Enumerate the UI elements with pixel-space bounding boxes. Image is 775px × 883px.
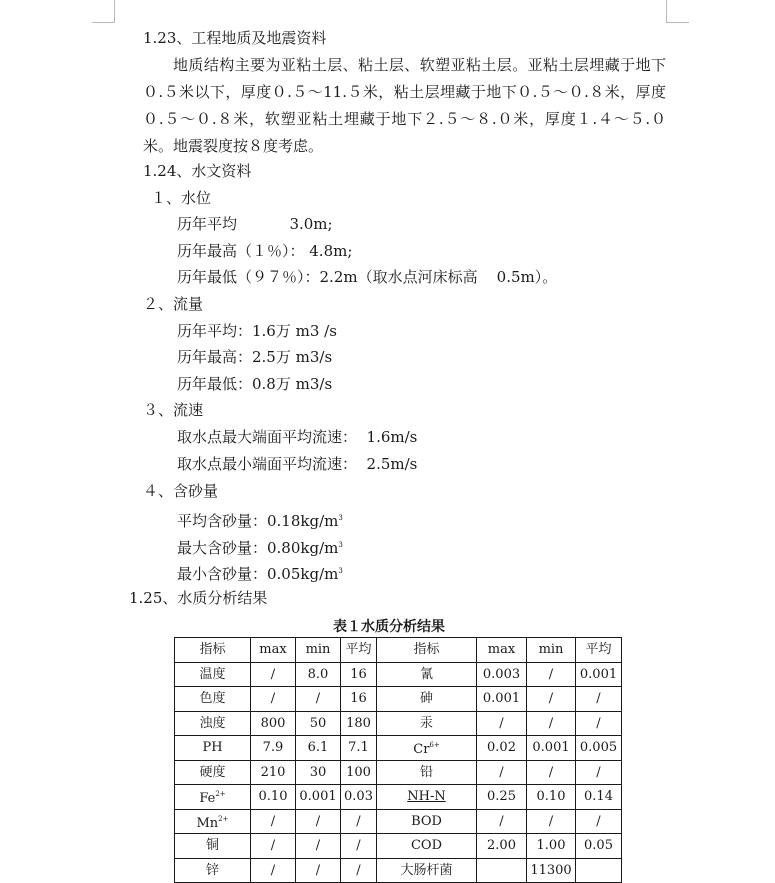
table-cell: 0.05 xyxy=(576,834,622,859)
table-cell: 0.14 xyxy=(576,785,622,810)
table-cell: 0.03 xyxy=(341,785,377,810)
water-level-avg: 历年平均 3.0m; xyxy=(177,215,333,233)
header-cell: 平均 xyxy=(576,638,622,663)
table-cell: 0.10 xyxy=(527,785,576,810)
table-cell: 0.001 xyxy=(477,687,527,712)
table-cell: / xyxy=(251,662,296,687)
table-cell: 0.003 xyxy=(477,662,527,687)
table-cell: 30 xyxy=(296,760,341,785)
table-cell: 0.001 xyxy=(296,785,341,810)
table-cell: 2.00 xyxy=(477,834,527,859)
table-cell: 0.001 xyxy=(527,736,576,761)
table-cell xyxy=(477,858,527,883)
table-cell: / xyxy=(527,687,576,712)
geology-paragraph: 地质结构主要为亚粘土层、粘土层、软塑亚粘土层。亚粘土层埋藏于地下０.５米以下，厚度０.５～11.５米，粘土层埋藏于地下０.５～０.８米，厚度０.５～０.８米，软塑亚粘土埋藏于地下２.５～８.０米，厚度１.４～５.０米。地震裂度按８度考虑。 xyxy=(143,56,666,155)
table-cell: / xyxy=(341,858,377,883)
table-cell: 色度 xyxy=(175,687,251,712)
table-row xyxy=(175,809,622,834)
table-cell: 0.005 xyxy=(576,736,622,761)
table-row xyxy=(175,834,622,859)
table-row xyxy=(175,711,622,736)
table-cell: $Cr^{6+}$ xyxy=(377,736,477,761)
table-cell xyxy=(576,858,622,883)
velocity-min-section: 取水点最小端面平均流速： 2.5m/s xyxy=(177,455,418,473)
sediment-max: 最大含砂量：$0.80kg/m^3$ xyxy=(177,539,343,557)
velocity-max-section: 取水点最大端面平均流速： 1.6m/s xyxy=(177,428,418,446)
flow-title: ２、流量 xyxy=(143,295,204,313)
table-cell: $Mn^{2+}$ xyxy=(175,809,251,834)
table-cell: / xyxy=(477,760,527,785)
water-quality-table xyxy=(174,637,622,883)
table-cell: / xyxy=(477,711,527,736)
table-cell: 硬度 xyxy=(175,760,251,785)
table-cell: 0.02 xyxy=(477,736,527,761)
table-cell: PH xyxy=(175,736,251,761)
table-cell: 7.1 xyxy=(341,736,377,761)
section-1-25-heading: 1.25、水质分析结果 xyxy=(129,589,268,607)
table-cell: / xyxy=(251,834,296,859)
water-level-max: 历年最高（１％）： 4.8m; xyxy=(177,242,353,260)
table-cell: / xyxy=(296,858,341,883)
sediment-avg: 平均含砂量：$0.18kg/m^3$ xyxy=(177,512,343,530)
table-cell: 大肠杆菌 xyxy=(377,858,477,883)
table-cell: 砷 xyxy=(377,687,477,712)
table-caption: 表１水质分析结果 xyxy=(333,619,445,635)
table-cell: 6.1 xyxy=(296,736,341,761)
table-cell: / xyxy=(477,809,527,834)
table-cell: 8.0 xyxy=(296,662,341,687)
table-cell: 浊度 xyxy=(175,711,251,736)
table-cell: 16 xyxy=(341,687,377,712)
table-cell: / xyxy=(576,809,622,834)
table-cell: 1.00 xyxy=(527,834,576,859)
table-cell: / xyxy=(527,662,576,687)
table-cell: / xyxy=(576,760,622,785)
table-cell: / xyxy=(251,687,296,712)
table-cell: 180 xyxy=(341,711,377,736)
table-cell: 7.9 xyxy=(251,736,296,761)
header-cell: max xyxy=(477,638,527,663)
table-cell: 800 xyxy=(251,711,296,736)
crop-mark-top-left xyxy=(92,0,115,23)
header-cell: max xyxy=(251,638,296,663)
water-level-title: １、水位 xyxy=(151,189,212,207)
table-cell: 16 xyxy=(341,662,377,687)
section-1-24-heading: 1.24、水文资料 xyxy=(143,162,252,180)
velocity-title: ３、流速 xyxy=(143,401,204,419)
table-cell: / xyxy=(527,809,576,834)
table-cell: 50 xyxy=(296,711,341,736)
table-cell: 锌 xyxy=(175,858,251,883)
table-cell: 210 xyxy=(251,760,296,785)
table-row xyxy=(175,760,622,785)
flow-min: 历年最低：0.8万 m3/s xyxy=(177,375,333,393)
table-cell: 11300 xyxy=(527,858,576,883)
header-cell: min xyxy=(296,638,341,663)
header-cell: 平均 xyxy=(341,638,377,663)
table-cell: 100 xyxy=(341,760,377,785)
sediment-title: ４、含砂量 xyxy=(143,482,219,500)
table-cell: / xyxy=(296,834,341,859)
table-cell: / xyxy=(296,687,341,712)
table-cell: NH-N xyxy=(377,785,477,810)
table-row xyxy=(175,687,622,712)
header-cell: 指标 xyxy=(175,638,251,663)
table-cell: / xyxy=(527,760,576,785)
table-cell: / xyxy=(251,858,296,883)
table-cell: 铅 xyxy=(377,760,477,785)
table-cell: $Fe^{2+}$ xyxy=(175,785,251,810)
table-cell: COD xyxy=(377,834,477,859)
table-cell: / xyxy=(576,711,622,736)
crop-mark-top-right xyxy=(666,0,689,23)
flow-avg: 历年平均：1.6万 m3 /s xyxy=(177,322,337,340)
table-cell: 铜 xyxy=(175,834,251,859)
header-cell: 指标 xyxy=(377,638,477,663)
table-cell: 温度 xyxy=(175,662,251,687)
table-cell: / xyxy=(527,711,576,736)
table-cell: / xyxy=(341,809,377,834)
table-cell: 氰 xyxy=(377,662,477,687)
flow-max: 历年最高：2.5万 m3/s xyxy=(177,348,333,366)
table-cell: 0.001 xyxy=(576,662,622,687)
table-cell: / xyxy=(576,687,622,712)
water-level-min: 历年最低（９７％）：2.2m（取水点河床标高 0.5m）。 xyxy=(177,268,558,286)
table-cell: 0.10 xyxy=(251,785,296,810)
table-cell: BOD xyxy=(377,809,477,834)
table-cell: / xyxy=(296,809,341,834)
table-cell: / xyxy=(341,834,377,859)
table-cell: / xyxy=(251,809,296,834)
table-row xyxy=(175,662,622,687)
table-row xyxy=(175,858,622,883)
table-header-row xyxy=(175,638,622,663)
header-cell: min xyxy=(527,638,576,663)
table-cell: 0.25 xyxy=(477,785,527,810)
table-row xyxy=(175,736,622,761)
sediment-min: 最小含砂量：$0.05kg/m^3$ xyxy=(177,565,343,583)
section-1-23-heading: 1.23、工程地质及地震资料 xyxy=(143,29,327,47)
table-cell: 汞 xyxy=(377,711,477,736)
table-row xyxy=(175,785,622,810)
